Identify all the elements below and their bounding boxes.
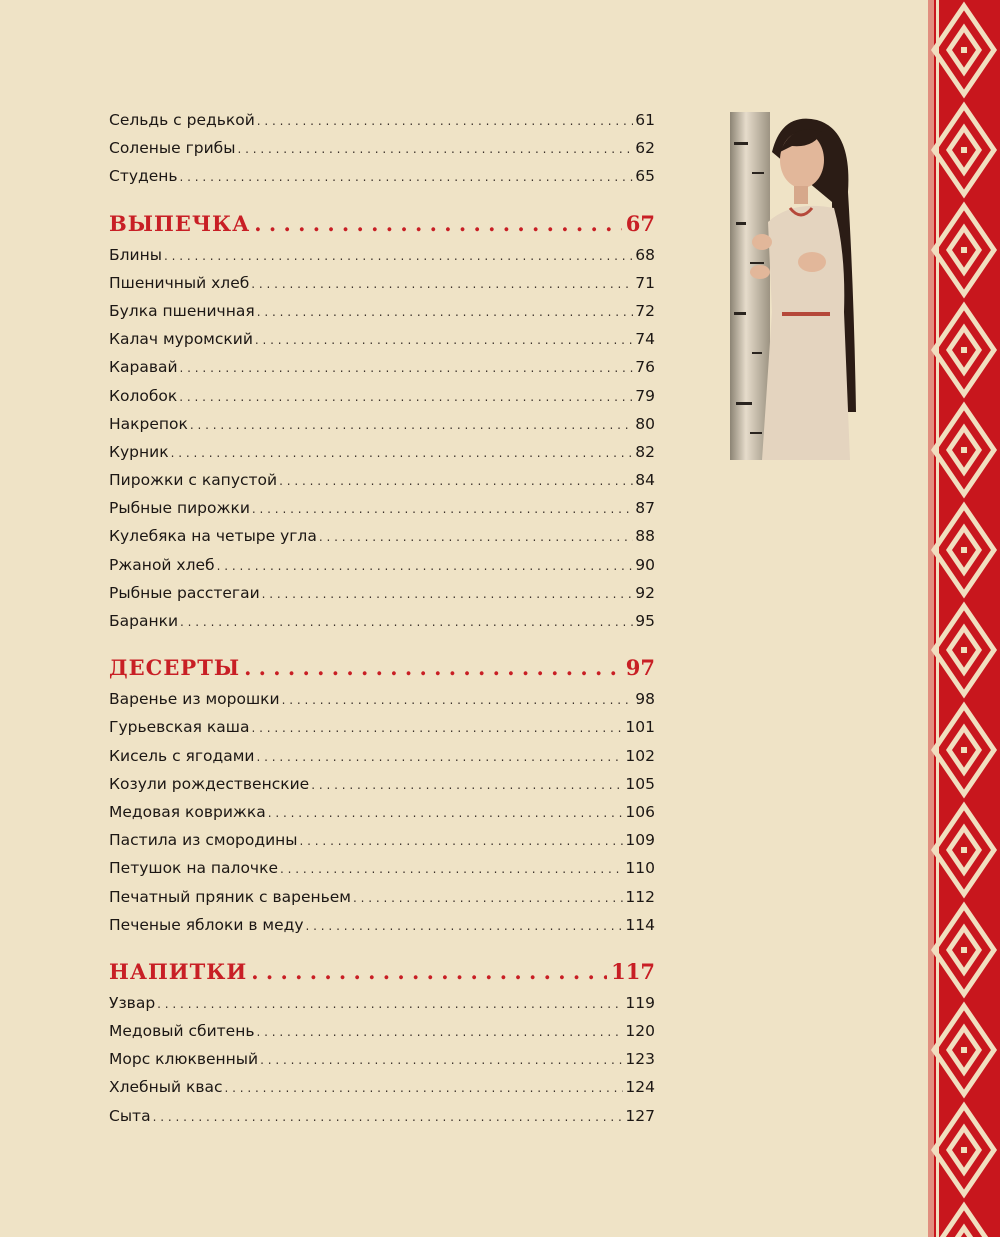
toc-sections	[109, 207, 655, 1130]
toc-entry-page: 62	[635, 139, 655, 158]
toc-entry-title: Булка пшеничная	[109, 301, 255, 320]
toc-entry[interactable]	[109, 1073, 655, 1101]
toc-entry-title: Рыбные расстегаи	[109, 583, 260, 602]
toc-entry-title: Кисель с ягодами	[109, 746, 255, 765]
toc-entry-page: 88	[635, 527, 655, 546]
toc-entry-page: 87	[635, 499, 655, 518]
toc-entry-title: Гурьевская каша	[109, 718, 250, 737]
dot-leader	[164, 242, 633, 270]
dot-leader	[180, 354, 634, 382]
toc-entry-title: Печатный пряник с вареньем	[109, 887, 351, 906]
dot-leader	[280, 855, 623, 883]
section-title: НАПИТКИ	[109, 958, 248, 984]
toc-entry[interactable]	[109, 522, 655, 550]
dot-leader	[153, 1103, 624, 1131]
ornament-pattern-icon	[928, 0, 1000, 1237]
toc-entry-title: Баранки	[109, 612, 179, 630]
dot-leader	[180, 163, 634, 191]
toc-entry[interactable]	[109, 685, 655, 713]
dot-leader	[179, 383, 633, 411]
toc-entry[interactable]	[109, 297, 655, 325]
toc-entry[interactable]	[109, 579, 655, 607]
toc-entry-page: 95	[635, 612, 655, 630]
toc-entry-title: Сельдь с редькой	[109, 111, 255, 129]
dot-leader	[244, 651, 622, 685]
toc-entry-page: 119	[625, 993, 655, 1012]
dot-leader	[255, 326, 633, 354]
dot-leader	[252, 495, 633, 523]
dot-leader	[190, 411, 633, 439]
toc-entry[interactable]	[109, 798, 655, 826]
dot-leader	[282, 686, 634, 714]
toc-entry-title: Рыбные пирожки	[109, 499, 250, 518]
toc-entry-title: Пшеничный хлеб	[109, 273, 250, 292]
dot-leader	[306, 912, 624, 940]
toc-entry-title: Узвар	[109, 993, 156, 1012]
toc-entry-page: 72	[635, 301, 655, 320]
toc-entry-title: Пирожки с капустой	[109, 471, 278, 490]
toc-entry-title: Пастила из смородины	[109, 831, 298, 850]
toc-entry-page: 84	[635, 471, 655, 490]
dot-leader	[254, 207, 622, 241]
toc-entry-page: 98	[635, 690, 655, 709]
toc-entry[interactable]	[109, 551, 655, 579]
toc-entry[interactable]	[109, 826, 655, 854]
toc-entry-page: 124	[625, 1078, 655, 1097]
toc-entry-title: Сыта	[109, 1106, 151, 1125]
dot-leader	[251, 270, 633, 298]
toc-entry-title: Кулебяка на четыре угла	[109, 527, 317, 546]
toc-section-heading[interactable]	[109, 955, 655, 989]
toc-entry-page: 112	[625, 887, 655, 906]
toc-entry[interactable]	[109, 410, 655, 438]
toc-entry-page: 105	[625, 774, 655, 793]
toc-entry-page: 114	[625, 915, 655, 934]
toc-entry[interactable]	[109, 382, 655, 410]
toc-entry[interactable]	[109, 494, 655, 522]
toc-entry-page: 76	[635, 358, 655, 377]
girl-birch-illustration	[722, 112, 858, 460]
toc-entry-title: Соленые грибы	[109, 139, 236, 158]
toc-entry[interactable]	[109, 438, 655, 466]
dot-leader	[171, 439, 634, 467]
toc-entry[interactable]	[109, 911, 655, 939]
toc-entry-page: 101	[625, 718, 655, 737]
toc-entry-page: 110	[625, 859, 655, 878]
toc-entry[interactable]	[109, 854, 655, 882]
dot-leader	[225, 1074, 624, 1102]
toc-entry-page: 120	[625, 1022, 655, 1041]
toc-entry[interactable]	[109, 134, 655, 162]
dot-leader	[237, 135, 633, 163]
toc-entry-title: Накрепок	[109, 414, 188, 433]
dot-leader	[251, 955, 607, 989]
toc-entry-page: 65	[635, 167, 655, 186]
dot-leader	[260, 1046, 623, 1074]
dot-leader	[257, 298, 634, 326]
toc-entry-page: 71	[635, 273, 655, 292]
toc-entry[interactable]	[109, 162, 655, 190]
dot-leader	[157, 990, 623, 1018]
toc-entry-page: 80	[635, 414, 655, 433]
folk-ornament-border	[928, 0, 1000, 1237]
toc-entry-page: 61	[635, 111, 655, 129]
toc-entry[interactable]	[109, 1045, 655, 1073]
section-page: 117	[611, 958, 655, 984]
toc-entry[interactable]	[109, 883, 655, 911]
section-page: 97	[625, 655, 655, 681]
section-title: ДЕСЕРТЫ	[109, 655, 241, 681]
toc-entry-title: Петушок на палочке	[109, 859, 278, 878]
dot-leader	[262, 580, 634, 608]
toc-entry-title: Козули рождественские	[109, 774, 310, 793]
toc-entry[interactable]	[109, 325, 655, 353]
toc-entry-title: Варенье из морошки	[109, 690, 280, 709]
dot-leader	[311, 771, 623, 799]
toc-entry[interactable]	[109, 989, 655, 1017]
toc-section-heading[interactable]	[109, 207, 655, 241]
dot-leader	[319, 523, 633, 551]
toc-entry-page: 68	[635, 245, 655, 264]
toc-entry-page: 74	[635, 330, 655, 349]
toc-entry-title: Медовая коврижка	[109, 802, 266, 821]
toc-entry[interactable]	[109, 607, 655, 635]
table-of-contents	[109, 106, 655, 1130]
dot-leader	[268, 799, 624, 827]
toc-entry-title: Морс клюквенный	[109, 1050, 259, 1069]
toc-section-heading[interactable]	[109, 651, 655, 685]
toc-entry[interactable]	[109, 1017, 655, 1045]
toc-entry-page: 123	[625, 1050, 655, 1069]
toc-entry-page: 92	[635, 583, 655, 602]
toc-entry[interactable]	[109, 713, 655, 741]
dot-leader	[217, 552, 634, 580]
toc-entry[interactable]	[109, 353, 655, 381]
toc-entry-title: Колобок	[109, 386, 178, 405]
toc-entry-page: 82	[635, 442, 655, 461]
toc-entry[interactable]	[109, 269, 655, 297]
toc-entry-title: Хлебный квас	[109, 1078, 223, 1097]
toc-entry[interactable]	[109, 1102, 655, 1130]
dot-leader	[256, 1018, 623, 1046]
dot-leader	[300, 827, 624, 855]
toc-entry-page: 109	[625, 831, 655, 850]
girl-hugging-birch-icon	[722, 112, 858, 460]
toc-entry[interactable]	[109, 241, 655, 269]
toc-entry-title: Медовый сбитень	[109, 1022, 255, 1041]
dot-leader	[180, 608, 633, 636]
dot-leader	[257, 107, 633, 135]
toc-entry[interactable]	[109, 106, 655, 134]
toc-entry-page: 102	[625, 746, 655, 765]
toc-entry-page: 106	[625, 802, 655, 821]
toc-entry-title: Студень	[109, 167, 178, 186]
toc-entry-title: Блины	[109, 245, 162, 264]
toc-entry[interactable]	[109, 770, 655, 798]
toc-entry[interactable]	[109, 466, 655, 494]
toc-entry-title: Печеные яблоки в меду	[109, 915, 304, 934]
toc-entry-title: Курник	[109, 442, 169, 461]
dot-leader	[257, 743, 624, 771]
toc-intro-list	[109, 106, 655, 191]
section-page: 67	[625, 210, 655, 236]
toc-entry-title: Каравай	[109, 358, 178, 377]
dot-leader	[279, 467, 633, 495]
toc-entry-title: Ржаной хлеб	[109, 555, 215, 574]
dot-leader	[353, 884, 623, 912]
toc-entry-page: 90	[635, 555, 655, 574]
section-title: ВЫПЕЧКА	[109, 210, 251, 236]
dot-leader	[251, 714, 623, 742]
toc-entry-title: Калач муромский	[109, 330, 253, 349]
toc-entry[interactable]	[109, 742, 655, 770]
toc-entry-page: 79	[635, 386, 655, 405]
toc-entry-page: 127	[625, 1106, 655, 1125]
